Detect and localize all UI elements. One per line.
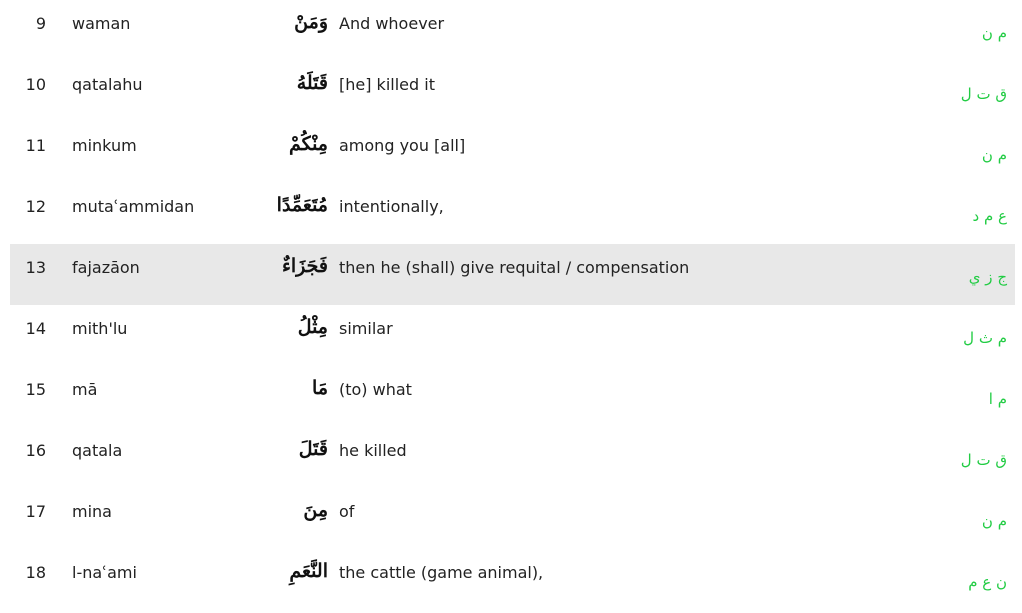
root-letters-link[interactable]: م ن <box>981 512 1007 530</box>
word-meaning: And whoever <box>339 14 445 33</box>
word-meaning: among you [all] <box>339 136 466 155</box>
word-row[interactable] <box>10 183 1015 244</box>
word-row[interactable] <box>10 366 1015 427</box>
arabic-word[interactable]: قَتَلَ <box>298 438 328 460</box>
root-letters-link[interactable]: م ث ل <box>963 329 1007 347</box>
root-letters-link[interactable]: ع م د <box>972 207 1007 225</box>
word-row[interactable] <box>10 61 1015 122</box>
word-number: 10 <box>25 75 46 94</box>
word-number: 12 <box>25 197 46 216</box>
word-number: 11 <box>25 136 46 155</box>
word-meaning: the cattle (game animal), <box>339 563 544 582</box>
word-meaning: similar <box>339 319 393 338</box>
arabic-word[interactable]: فَجَزَاءٌ <box>281 255 328 277</box>
word-row-highlighted[interactable] <box>10 244 1015 305</box>
word-row[interactable] <box>10 488 1015 549</box>
arabic-word[interactable]: مِنَ <box>303 499 328 521</box>
word-number: 14 <box>25 319 46 338</box>
arabic-word[interactable]: مِنْكُمْ <box>288 133 328 155</box>
word-by-word-table <box>10 0 1015 610</box>
root-letters-link[interactable]: م ن <box>981 24 1007 42</box>
word-meaning: (to) what <box>339 380 412 399</box>
transliteration: mutaʿammidan <box>72 197 195 216</box>
root-letters-link[interactable]: ن ع م <box>968 573 1007 591</box>
word-meaning: of <box>339 502 355 521</box>
word-meaning: then he (shall) give requital / compensation <box>339 258 690 277</box>
transliteration: l-naʿami <box>72 563 137 582</box>
arabic-word[interactable]: مَا <box>312 377 328 399</box>
transliteration: waman <box>72 14 131 33</box>
root-letters-link[interactable]: م ن <box>981 146 1007 164</box>
word-number: 18 <box>25 563 46 582</box>
word-meaning: he killed <box>339 441 407 460</box>
word-meaning: intentionally, <box>339 197 444 216</box>
transliteration: minkum <box>72 136 137 155</box>
arabic-word[interactable]: وَمَنْ <box>294 11 328 33</box>
arabic-word[interactable]: مُتَعَمِّدًا <box>276 194 328 216</box>
root-letters-link[interactable]: ق ت ل <box>960 451 1007 469</box>
word-row[interactable] <box>10 305 1015 366</box>
word-row[interactable] <box>10 0 1015 61</box>
arabic-word[interactable]: قَتَلَهُ <box>296 72 328 94</box>
transliteration: mā <box>72 380 98 399</box>
word-row[interactable] <box>10 122 1015 183</box>
transliteration: qatalahu <box>72 75 143 94</box>
word-meaning: [he] killed it <box>339 75 435 94</box>
arabic-word[interactable]: مِثْلُ <box>297 316 328 338</box>
word-number: 16 <box>25 441 46 460</box>
root-letters-link[interactable]: م ا <box>988 390 1007 408</box>
transliteration: fajazāon <box>72 258 140 277</box>
word-row[interactable] <box>10 427 1015 488</box>
root-letters-link[interactable]: ج ز ي <box>968 268 1007 286</box>
word-number: 17 <box>25 502 46 521</box>
word-number: 13 <box>25 258 46 277</box>
arabic-word[interactable]: النَّعَمِ <box>289 560 328 582</box>
transliteration: mina <box>72 502 112 521</box>
transliteration: mith'lu <box>72 319 128 338</box>
word-number: 15 <box>25 380 46 399</box>
word-number: 9 <box>35 14 46 33</box>
transliteration: qatala <box>72 441 123 460</box>
word-row[interactable] <box>10 549 1015 610</box>
root-letters-link[interactable]: ق ت ل <box>960 85 1007 103</box>
